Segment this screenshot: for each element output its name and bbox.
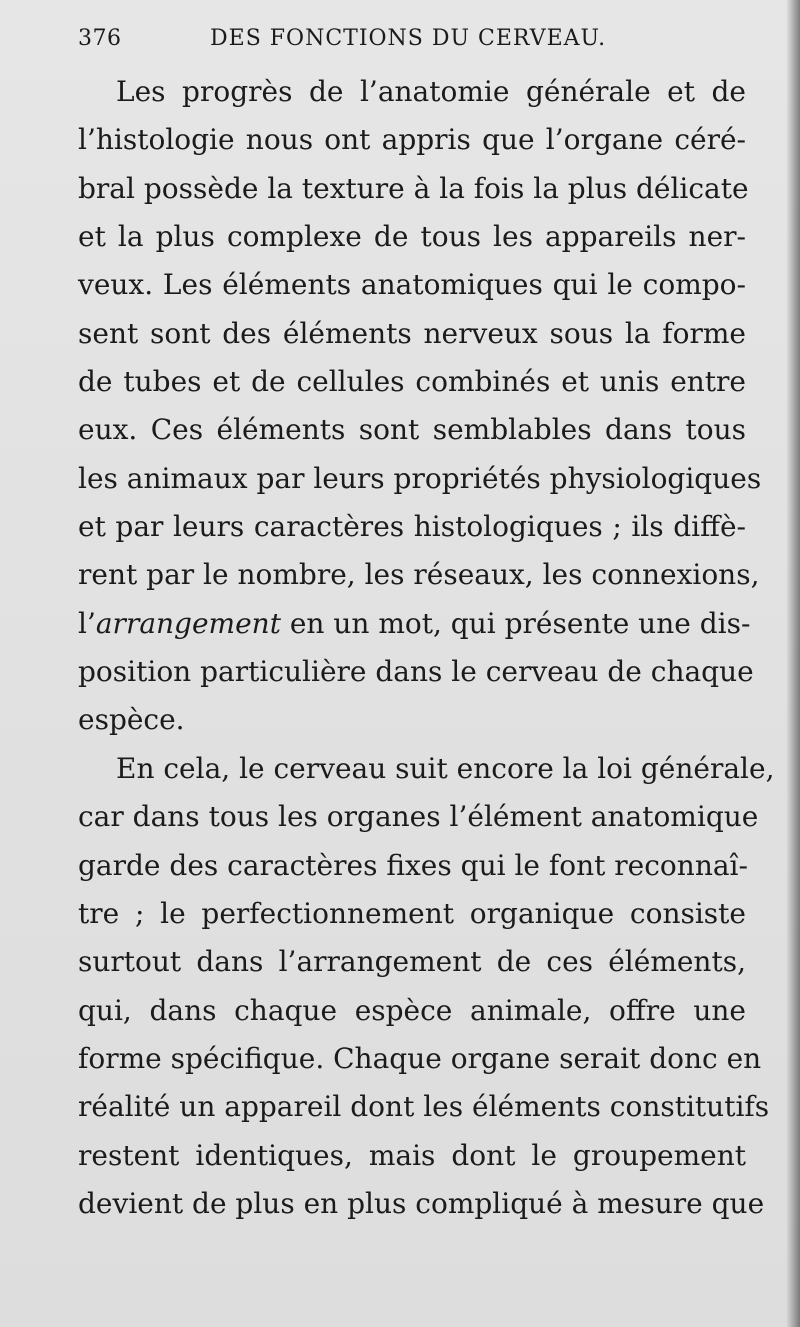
italic-term: arrangement — [95, 606, 281, 640]
text-line: bral possède la texture à la fois la plus délicate — [78, 171, 749, 205]
text-line: sent sont des éléments nerveux sous la forme — [78, 316, 746, 350]
text-line: devient de plus en plus compliqué à mesure que — [78, 1186, 765, 1220]
text-line: position particulière dans le cerveau de chaque — [78, 655, 754, 689]
text-line: surtout dans l’arrangement de ces éléments, — [78, 945, 746, 979]
text-line: garde des caractères fixes qui le font reconnaî- — [78, 848, 748, 882]
text-line: réalité un appareil dont les éléments constitutifs — [78, 1090, 770, 1124]
text-line: car dans tous les organes l’élément anatomique — [78, 800, 759, 834]
text-line: tre ; le perfectionnement organique consiste — [78, 896, 746, 930]
text-line: l’histologie nous ont appris que l’organe céré- — [78, 123, 746, 157]
page-number: 376 — [78, 26, 122, 51]
running-title: DES FONCTIONS DU CERVEAU. — [210, 26, 607, 51]
text-line: eux. Ces éléments sont semblables dans tous — [78, 413, 746, 447]
text-line: veux. Les éléments anatomiques qui le compo- — [78, 268, 746, 302]
text-line: rent par le nombre, les réseaux, les connexions, — [78, 558, 760, 592]
page-header — [78, 26, 728, 60]
text-line: restent identiques, mais dont le groupement — [78, 1138, 746, 1172]
text-line: qui, dans chaque espèce animale, offre une — [78, 993, 746, 1027]
text-line: et par leurs caractères histologiques ; ils diffè- — [78, 510, 746, 544]
text-segment: l’ — [78, 606, 96, 640]
text-line: forme spécifique. Chaque organe serait donc en — [78, 1041, 762, 1075]
text-line: et la plus complexe de tous les appareils ner- — [78, 220, 746, 254]
text-line-with-italic — [78, 600, 751, 648]
text-line: Les progrès de l’anatomie générale et de — [116, 75, 746, 108]
text-line: les animaux par leurs propriétés physiologiques — [78, 461, 762, 495]
text-segment: en un mot, qui présente une dis- — [280, 606, 751, 640]
text-line: espèce. — [78, 703, 185, 737]
body-text — [78, 68, 775, 1228]
page-edge-shadow — [786, 0, 800, 1327]
text-line: de tubes et de cellules combinés et unis entre — [78, 365, 746, 399]
text-line: En cela, le cerveau suit encore la loi générale, — [116, 751, 775, 785]
